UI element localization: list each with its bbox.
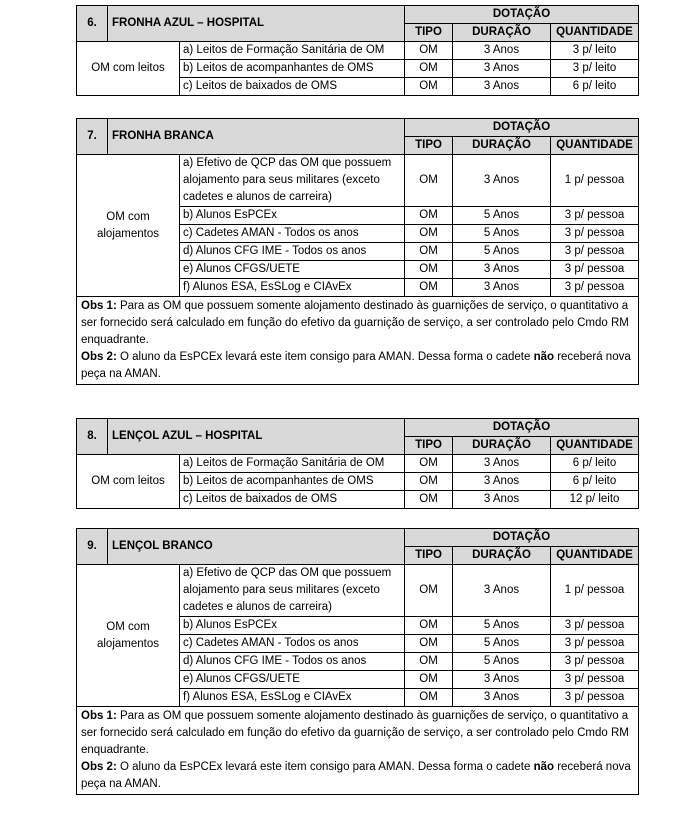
row-quantidade: 3 p/ pessoa (551, 635, 639, 653)
row-duracao: 3 Anos (453, 671, 551, 689)
row-quantidade: 3 p/ pessoa (551, 653, 639, 671)
row-tipo: OM (405, 261, 453, 279)
row-quantidade: 3 p/ pessoa (551, 279, 639, 297)
row-duracao: 3 Anos (453, 78, 551, 96)
obs-2 (81, 759, 634, 793)
obs-1-text: Para as OM que possuem somente alojamento destinado às guarnições de serviço, o quantitativo a ser fornecido será calculado em função do efetivo da guarnição de serviço, a ser controlado pelo Cmdo RM enquadrante. (81, 300, 629, 346)
dotacao-header: DOTAÇÃO (405, 6, 639, 24)
obs-2-label: Obs 2: (81, 351, 117, 363)
section-title: FRONHA BRANCA (108, 119, 405, 155)
observations (77, 707, 639, 795)
quantidade-header: QUANTIDADE (551, 547, 639, 565)
quantidade-header: QUANTIDADE (551, 24, 639, 42)
obs-2 (81, 349, 634, 383)
row-duracao: 3 Anos (453, 689, 551, 707)
group-label: OM com leitos (77, 455, 180, 509)
section-number: 9. (77, 529, 108, 565)
quantidade-header: QUANTIDADE (551, 437, 639, 455)
row-quantidade: 3 p/ pessoa (551, 261, 639, 279)
row-quantidade: 1 p/ pessoa (551, 155, 639, 207)
row-quantidade: 1 p/ pessoa (551, 565, 639, 617)
dotacao-header: DOTAÇÃO (405, 419, 639, 437)
row-quantidade: 3 p/ pessoa (551, 207, 639, 225)
row-quantidade: 3 p/ pessoa (551, 689, 639, 707)
row-desc: d) Alunos CFG IME - Todos os anos (180, 243, 405, 261)
duracao-header: DURAÇÃO (453, 437, 551, 455)
obs-2-label: Obs 2: (81, 761, 117, 773)
row-tipo: OM (405, 155, 453, 207)
obs-2-text: O aluno da EsPCEx levará este item consigo para AMAN. Dessa forma o cadete (116, 351, 534, 363)
row-duracao: 5 Anos (453, 653, 551, 671)
section-title: LENÇOL BRANCO (108, 529, 405, 565)
obs-1 (81, 708, 634, 759)
row-tipo: OM (405, 671, 453, 689)
row-tipo: OM (405, 653, 453, 671)
section-6-table (76, 5, 639, 96)
row-tipo: OM (405, 42, 453, 60)
row-duracao: 5 Anos (453, 243, 551, 261)
row-duracao: 3 Anos (453, 42, 551, 60)
duracao-header: DURAÇÃO (453, 137, 551, 155)
row-quantidade: 6 p/ leito (551, 78, 639, 96)
table-row (77, 155, 639, 207)
obs-2-emphasis: não (533, 761, 555, 773)
obs-2-emphasis: não (533, 351, 555, 363)
row-duracao: 3 Anos (453, 473, 551, 491)
row-tipo: OM (405, 455, 453, 473)
section-9-table (76, 528, 639, 795)
section-7-table (76, 118, 639, 385)
dotacao-header: DOTAÇÃO (405, 119, 639, 137)
section-number: 6. (77, 6, 108, 42)
row-tipo: OM (405, 491, 453, 509)
row-quantidade: 3 p/ leito (551, 60, 639, 78)
row-tipo: OM (405, 565, 453, 617)
section-number: 7. (77, 119, 108, 155)
row-duracao: 3 Anos (453, 491, 551, 509)
row-desc: b) Alunos EsPCEx (180, 617, 405, 635)
row-desc: f) Alunos ESA, EsSLog e CIAvEx (180, 689, 405, 707)
row-tipo: OM (405, 635, 453, 653)
row-tipo: OM (405, 243, 453, 261)
row-duracao: 5 Anos (453, 207, 551, 225)
row-quantidade: 12 p/ leito (551, 491, 639, 509)
tipo-header: TIPO (405, 437, 453, 455)
row-desc: e) Alunos CFGS/UETE (180, 671, 405, 689)
row-tipo: OM (405, 225, 453, 243)
section-number: 8. (77, 419, 108, 455)
row-tipo: OM (405, 689, 453, 707)
group-label: OM com alojamentos (77, 565, 180, 707)
quantidade-header: QUANTIDADE (551, 137, 639, 155)
tipo-header: TIPO (405, 137, 453, 155)
tipo-header: TIPO (405, 547, 453, 565)
row-desc: e) Alunos CFGS/UETE (180, 261, 405, 279)
row-tipo: OM (405, 78, 453, 96)
row-desc: c) Leitos de baixados de OMS (180, 78, 405, 96)
row-quantidade: 3 p/ pessoa (551, 243, 639, 261)
row-desc: a) Efetivo de QCP das OM que possuem alojamento para seus militares (exceto cadetes e alunos de carreira) (180, 565, 405, 617)
row-duracao: 3 Anos (453, 60, 551, 78)
table-row (77, 565, 639, 617)
obs-1 (81, 298, 634, 349)
row-tipo: OM (405, 617, 453, 635)
section-8-table (76, 418, 639, 509)
row-desc: b) Alunos EsPCEx (180, 207, 405, 225)
row-desc: a) Efetivo de QCP das OM que possuem alojamento para seus militares (exceto cadetes e alunos de carreira) (180, 155, 405, 207)
row-quantidade: 6 p/ leito (551, 455, 639, 473)
row-duracao: 3 Anos (453, 155, 551, 207)
section-title: LENÇOL AZUL – HOSPITAL (108, 419, 405, 455)
table-row (77, 42, 639, 60)
group-label: OM com leitos (77, 42, 180, 96)
row-quantidade: 3 p/ leito (551, 42, 639, 60)
row-desc: f) Alunos ESA, EsSLog e CIAvEx (180, 279, 405, 297)
row-desc: a) Leitos de Formação Sanitária de OM (180, 42, 405, 60)
row-duracao: 3 Anos (453, 565, 551, 617)
row-duracao: 5 Anos (453, 225, 551, 243)
row-desc: c) Cadetes AMAN - Todos os anos (180, 225, 405, 243)
row-duracao: 3 Anos (453, 279, 551, 297)
row-quantidade: 3 p/ pessoa (551, 671, 639, 689)
row-quantidade: 3 p/ pessoa (551, 225, 639, 243)
row-quantidade: 3 p/ pessoa (551, 617, 639, 635)
row-desc: b) Leitos de acompanhantes de OMS (180, 60, 405, 78)
obs-2-text: O aluno da EsPCEx levará este item consigo para AMAN. Dessa forma o cadete (116, 761, 534, 773)
duracao-header: DURAÇÃO (453, 24, 551, 42)
row-desc: c) Leitos de baixados de OMS (180, 491, 405, 509)
row-tipo: OM (405, 207, 453, 225)
observations (77, 297, 639, 385)
row-desc: c) Cadetes AMAN - Todos os anos (180, 635, 405, 653)
obs-2-text-end: receberá nova peça na AMAN. (81, 761, 631, 790)
row-tipo: OM (405, 473, 453, 491)
row-duracao: 3 Anos (453, 261, 551, 279)
obs-1-label: Obs 1: (81, 710, 117, 722)
duracao-header: DURAÇÃO (453, 547, 551, 565)
table-row (77, 455, 639, 473)
row-tipo: OM (405, 279, 453, 297)
obs-1-text: Para as OM que possuem somente alojamento destinado às guarnições de serviço, o quantitativo a ser fornecido será calculado em função do efetivo da guarnição de serviço, a ser controlado pelo Cmdo RM enquadrante. (81, 710, 629, 756)
row-quantidade: 6 p/ leito (551, 473, 639, 491)
section-title: FRONHA AZUL – HOSPITAL (108, 6, 405, 42)
dotacao-header: DOTAÇÃO (405, 529, 639, 547)
row-duracao: 3 Anos (453, 455, 551, 473)
obs-2-text-end: receberá nova peça na AMAN. (81, 351, 631, 380)
tipo-header: TIPO (405, 24, 453, 42)
row-duracao: 5 Anos (453, 635, 551, 653)
row-desc: b) Leitos de acompanhantes de OMS (180, 473, 405, 491)
row-desc: d) Alunos CFG IME - Todos os anos (180, 653, 405, 671)
row-duracao: 5 Anos (453, 617, 551, 635)
group-label: OM com alojamentos (77, 155, 180, 297)
row-desc: a) Leitos de Formação Sanitária de OM (180, 455, 405, 473)
row-tipo: OM (405, 60, 453, 78)
obs-1-label: Obs 1: (81, 300, 117, 312)
